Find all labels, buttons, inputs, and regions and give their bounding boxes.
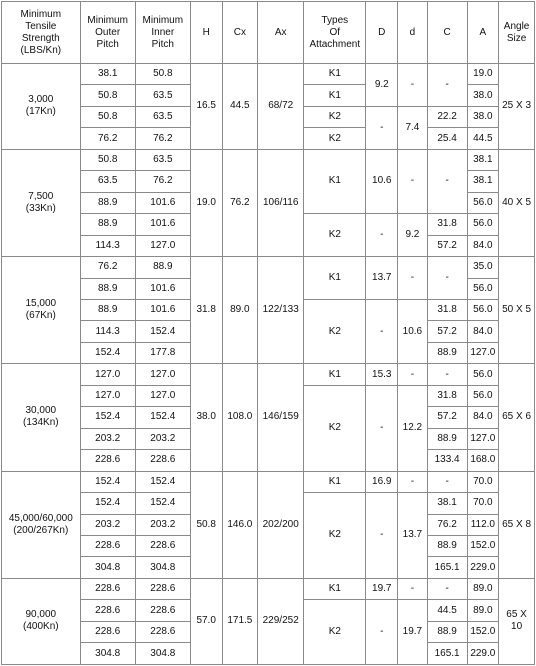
c-cell: -	[427, 578, 467, 599]
a-cell: 38.1	[467, 149, 499, 170]
strength-cell: 15,000 (67Kn)	[2, 257, 81, 364]
c-cell: 88.9	[427, 428, 467, 449]
a-cell: 56.0	[467, 299, 499, 320]
header-strength: Minimum Tensile Strength (LBS/Kn)	[2, 2, 81, 64]
a-cell: 84.0	[467, 407, 499, 428]
a-cell: 38.0	[467, 85, 499, 106]
c-cell: 31.8	[427, 299, 467, 320]
c-cell: 25.4	[427, 128, 467, 149]
attachment-type-cell: K1	[304, 364, 366, 385]
ax-cell: 68/72	[258, 64, 304, 150]
outer-pitch-cell: 88.9	[80, 278, 135, 299]
specification-table	[1, 1, 535, 665]
outer-pitch-cell: 228.6	[80, 600, 135, 621]
small-d-cell: 13.7	[398, 493, 428, 579]
inner-pitch-cell: 228.6	[135, 600, 190, 621]
outer-pitch-cell: 127.0	[80, 364, 135, 385]
cx-cell: 108.0	[222, 364, 258, 471]
c-cell: 38.1	[427, 493, 467, 514]
strength-cell: 7,500 (33Kn)	[2, 149, 81, 256]
inner-pitch-cell: 203.2	[135, 514, 190, 535]
table-row	[2, 64, 535, 85]
outer-pitch-cell: 76.2	[80, 128, 135, 149]
big-d-cell: -	[366, 299, 398, 363]
header-angle-size: Angle Size	[499, 2, 535, 64]
table-row	[2, 578, 535, 599]
inner-pitch-cell: 63.5	[135, 149, 190, 170]
attachment-type-cell: K1	[304, 578, 366, 599]
h-cell: 38.0	[190, 364, 222, 471]
attachment-type-cell: K1	[304, 85, 366, 106]
a-cell: 152.0	[467, 621, 499, 642]
h-cell: 31.8	[190, 257, 222, 364]
a-cell: 56.0	[467, 278, 499, 299]
inner-pitch-cell: 63.5	[135, 106, 190, 127]
header-cx: Cx	[222, 2, 258, 64]
c-cell: -	[427, 257, 467, 300]
attachment-type-cell: K1	[304, 64, 366, 85]
outer-pitch-cell: 228.6	[80, 578, 135, 599]
a-cell: 89.0	[467, 578, 499, 599]
header-a: A	[467, 2, 499, 64]
attachment-type-cell: K2	[304, 299, 366, 363]
cx-cell: 89.0	[222, 257, 258, 364]
outer-pitch-cell: 76.2	[80, 257, 135, 278]
a-cell: 56.0	[467, 192, 499, 213]
inner-pitch-cell: 304.8	[135, 557, 190, 578]
table-row	[2, 149, 535, 170]
outer-pitch-cell: 88.9	[80, 214, 135, 235]
outer-pitch-cell: 88.9	[80, 299, 135, 320]
attachment-type-cell: K2	[304, 600, 366, 665]
header-outer-pitch: Minimum Outer Pitch	[80, 2, 135, 64]
header-small-d: d	[398, 2, 428, 64]
angle-size-cell: 65 X 6	[499, 364, 535, 471]
a-cell: 152.0	[467, 535, 499, 556]
inner-pitch-cell: 127.0	[135, 385, 190, 406]
strength-cell: 90,000 (400Kn)	[2, 578, 81, 664]
outer-pitch-cell: 203.2	[80, 514, 135, 535]
h-cell: 50.8	[190, 471, 222, 578]
angle-size-cell: 65 X 8	[499, 471, 535, 578]
table-row	[2, 471, 535, 492]
ax-cell: 122/133	[258, 257, 304, 364]
inner-pitch-cell: 101.6	[135, 278, 190, 299]
table-row	[2, 257, 535, 278]
attachment-type-cell: K2	[304, 214, 366, 257]
a-cell: 84.0	[467, 235, 499, 256]
c-cell: 31.8	[427, 385, 467, 406]
small-d-cell: 10.6	[398, 299, 428, 363]
attachment-type-cell: K1	[304, 257, 366, 300]
c-cell: 88.9	[427, 535, 467, 556]
small-d-cell: -	[398, 471, 428, 492]
strength-cell: 30,000 (134Kn)	[2, 364, 81, 471]
outer-pitch-cell: 228.6	[80, 621, 135, 642]
attachment-type-cell: K1	[304, 471, 366, 492]
inner-pitch-cell: 228.6	[135, 621, 190, 642]
angle-size-cell: 25 X 3	[499, 64, 535, 150]
a-cell: 112.0	[467, 514, 499, 535]
inner-pitch-cell: 228.6	[135, 578, 190, 599]
inner-pitch-cell: 152.4	[135, 321, 190, 342]
inner-pitch-cell: 101.6	[135, 192, 190, 213]
header-c: C	[427, 2, 467, 64]
outer-pitch-cell: 50.8	[80, 85, 135, 106]
outer-pitch-cell: 63.5	[80, 171, 135, 192]
header-inner-pitch: Minimum Inner Pitch	[135, 2, 190, 64]
inner-pitch-cell: 152.4	[135, 407, 190, 428]
a-cell: 89.0	[467, 600, 499, 621]
a-cell: 70.0	[467, 471, 499, 492]
inner-pitch-cell: 101.6	[135, 214, 190, 235]
inner-pitch-cell: 101.6	[135, 299, 190, 320]
outer-pitch-cell: 304.8	[80, 643, 135, 665]
big-d-cell: -	[366, 493, 398, 579]
cx-cell: 76.2	[222, 149, 258, 256]
a-cell: 229.0	[467, 643, 499, 665]
inner-pitch-cell: 177.8	[135, 342, 190, 363]
c-cell: 133.4	[427, 450, 467, 471]
c-cell: 57.2	[427, 407, 467, 428]
angle-size-cell: 50 X 5	[499, 257, 535, 364]
inner-pitch-cell: 76.2	[135, 171, 190, 192]
header-attachment-type: Types Of Attachment	[304, 2, 366, 64]
a-cell: 44.5	[467, 128, 499, 149]
c-cell: 57.2	[427, 321, 467, 342]
h-cell: 16.5	[190, 64, 222, 150]
big-d-cell: 10.6	[366, 149, 398, 213]
a-cell: 56.0	[467, 385, 499, 406]
inner-pitch-cell: 228.6	[135, 535, 190, 556]
c-cell: 22.2	[427, 106, 467, 127]
big-d-cell: 19.7	[366, 578, 398, 599]
a-cell: 56.0	[467, 364, 499, 385]
outer-pitch-cell: 228.6	[80, 535, 135, 556]
angle-size-cell: 65 X 10	[499, 578, 535, 664]
small-d-cell: 19.7	[398, 600, 428, 665]
ax-cell: 146/159	[258, 364, 304, 471]
outer-pitch-cell: 228.6	[80, 450, 135, 471]
outer-pitch-cell: 152.4	[80, 471, 135, 492]
header-ax: Ax	[258, 2, 304, 64]
c-cell: 88.9	[427, 621, 467, 642]
c-cell: -	[427, 149, 467, 213]
c-cell: 44.5	[427, 600, 467, 621]
c-cell: 31.8	[427, 214, 467, 235]
ax-cell: 106/116	[258, 149, 304, 256]
big-d-cell: -	[366, 214, 398, 257]
big-d-cell: 13.7	[366, 257, 398, 300]
a-cell: 229.0	[467, 557, 499, 578]
big-d-cell: -	[366, 600, 398, 665]
attachment-type-cell: K2	[304, 128, 366, 149]
a-cell: 84.0	[467, 321, 499, 342]
small-d-cell: -	[398, 578, 428, 599]
c-cell: -	[427, 471, 467, 492]
outer-pitch-cell: 152.4	[80, 342, 135, 363]
big-d-cell: -	[366, 106, 398, 149]
cx-cell: 146.0	[222, 471, 258, 578]
big-d-cell: 15.3	[366, 364, 398, 385]
inner-pitch-cell: 304.8	[135, 643, 190, 665]
small-d-cell: -	[398, 64, 428, 107]
outer-pitch-cell: 203.2	[80, 428, 135, 449]
strength-cell: 45,000/60,000 (200/267Kn)	[2, 471, 81, 578]
angle-size-cell: 40 X 5	[499, 149, 535, 256]
small-d-cell: -	[398, 149, 428, 213]
header-row	[2, 2, 535, 64]
attachment-type-cell: K1	[304, 149, 366, 213]
outer-pitch-cell: 88.9	[80, 192, 135, 213]
c-cell: -	[427, 64, 467, 107]
a-cell: 127.0	[467, 342, 499, 363]
inner-pitch-cell: 203.2	[135, 428, 190, 449]
small-d-cell: -	[398, 364, 428, 385]
outer-pitch-cell: 114.3	[80, 235, 135, 256]
a-cell: 168.0	[467, 450, 499, 471]
c-cell: 57.2	[427, 235, 467, 256]
inner-pitch-cell: 63.5	[135, 85, 190, 106]
ax-cell: 202/200	[258, 471, 304, 578]
c-cell: 165.1	[427, 557, 467, 578]
attachment-type-cell: K2	[304, 106, 366, 127]
h-cell: 57.0	[190, 578, 222, 664]
attachment-type-cell: K2	[304, 493, 366, 579]
table-body	[2, 64, 535, 665]
inner-pitch-cell: 76.2	[135, 128, 190, 149]
big-d-cell: 9.2	[366, 64, 398, 107]
outer-pitch-cell: 127.0	[80, 385, 135, 406]
a-cell: 70.0	[467, 493, 499, 514]
a-cell: 127.0	[467, 428, 499, 449]
c-cell: -	[427, 364, 467, 385]
a-cell: 35.0	[467, 257, 499, 278]
strength-cell: 3,000 (17Kn)	[2, 64, 81, 150]
a-cell: 56.0	[467, 214, 499, 235]
big-d-cell: 16.9	[366, 471, 398, 492]
a-cell: 19.0	[467, 64, 499, 85]
small-d-cell: -	[398, 257, 428, 300]
outer-pitch-cell: 50.8	[80, 149, 135, 170]
cx-cell: 44.5	[222, 64, 258, 150]
outer-pitch-cell: 114.3	[80, 321, 135, 342]
inner-pitch-cell: 88.9	[135, 257, 190, 278]
inner-pitch-cell: 127.0	[135, 364, 190, 385]
h-cell: 19.0	[190, 149, 222, 256]
cx-cell: 171.5	[222, 578, 258, 664]
inner-pitch-cell: 50.8	[135, 64, 190, 85]
c-cell: 165.1	[427, 643, 467, 665]
c-cell: 76.2	[427, 514, 467, 535]
c-cell: 88.9	[427, 342, 467, 363]
inner-pitch-cell: 127.0	[135, 235, 190, 256]
small-d-cell: 12.2	[398, 385, 428, 471]
inner-pitch-cell: 228.6	[135, 450, 190, 471]
small-d-cell: 9.2	[398, 214, 428, 257]
small-d-cell: 7.4	[398, 106, 428, 149]
inner-pitch-cell: 152.4	[135, 471, 190, 492]
header-h: H	[190, 2, 222, 64]
outer-pitch-cell: 50.8	[80, 106, 135, 127]
outer-pitch-cell: 304.8	[80, 557, 135, 578]
attachment-type-cell: K2	[304, 385, 366, 471]
a-cell: 38.0	[467, 106, 499, 127]
outer-pitch-cell: 38.1	[80, 64, 135, 85]
table-row	[2, 364, 535, 385]
inner-pitch-cell: 152.4	[135, 493, 190, 514]
a-cell: 38.1	[467, 171, 499, 192]
ax-cell: 229/252	[258, 578, 304, 664]
big-d-cell: -	[366, 385, 398, 471]
outer-pitch-cell: 152.4	[80, 493, 135, 514]
header-big-d: D	[366, 2, 398, 64]
outer-pitch-cell: 152.4	[80, 407, 135, 428]
